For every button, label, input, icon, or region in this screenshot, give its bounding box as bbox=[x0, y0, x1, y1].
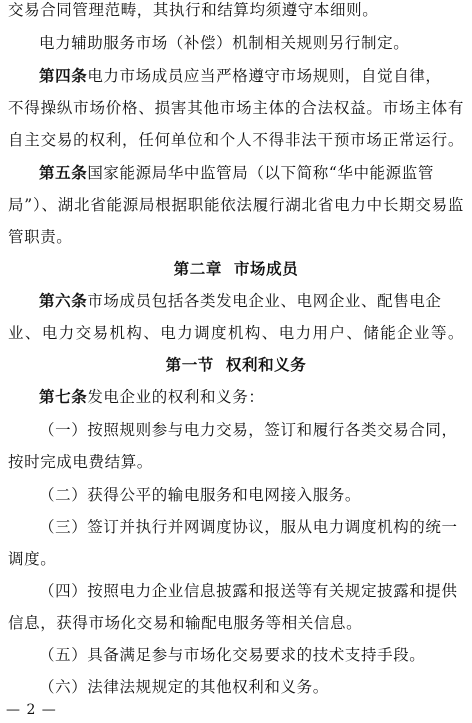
list-item-1-cont: 按时完成电费结算。 bbox=[8, 453, 153, 471]
page-number: — 2 — bbox=[6, 702, 57, 718]
list-item-3-cont: 调度。 bbox=[8, 550, 57, 568]
list-item-1: （一）按照规则参与电力交易，签订和履行各类交易合同， bbox=[39, 421, 458, 439]
article-7-line bbox=[39, 387, 464, 407]
section-title: 第一节 权利和义务 bbox=[165, 355, 307, 374]
text-line: 交易合同管理范畴，其执行和结算均须遵守本细则。 bbox=[8, 1, 379, 19]
list-item-5: （五）具备满足参与市场化交易要求的技术支持手段。 bbox=[39, 646, 426, 664]
text-line: 自主交易的权利，任何单位和个人不得非法干预市场正常运行。 bbox=[8, 131, 464, 149]
article-6-text: 市场成员包括各类发电企业、电网企业、配售电企 bbox=[87, 292, 442, 310]
list-item-3: （三）签订并执行并网调度协议，服从电力调度机构的统一 bbox=[39, 518, 458, 536]
text-line: 业、电力交易机构、电力调度机构、电力用户、储能企业等。 bbox=[8, 324, 464, 342]
article-7-label: 第七条 bbox=[39, 387, 88, 406]
article-7-text: 发电企业的权利和义务： bbox=[87, 388, 265, 406]
article-5-line bbox=[39, 163, 464, 183]
article-6-label: 第六条 bbox=[39, 291, 88, 310]
article-4-text: 电力市场成员应当严格遵守市场规则，自觉自律， bbox=[87, 67, 442, 85]
article-5-label: 第五条 bbox=[39, 163, 88, 182]
list-item-6: （六）法律法规规定的其他权利和义务。 bbox=[39, 678, 329, 696]
text-line: 电力辅助服务市场（补偿）机制相关规则另行制定。 bbox=[39, 34, 410, 52]
list-item-4-cont: 信息，获得市场化交易和输配电服务等相关信息。 bbox=[8, 614, 363, 632]
chapter-title: 第二章 市场成员 bbox=[173, 259, 299, 278]
article-4-line bbox=[39, 66, 464, 86]
list-item-4: （四）按照电力企业信息披露和报送等有关规定披露和提供 bbox=[39, 582, 458, 600]
article-5-text: 国家能源局华中监管局（以下简称“华中能源监管 bbox=[87, 164, 434, 182]
article-4-label: 第四条 bbox=[39, 66, 88, 85]
text-line: 管职责。 bbox=[8, 228, 73, 246]
text-line: 不得操纵市场价格、损害其他市场主体的合法权益。市场主体有 bbox=[8, 99, 464, 117]
list-item-2: （二）获得公平的输电服务和电网接入服务。 bbox=[39, 486, 362, 504]
text-line: 局”）、湖北省能源局根据职能依法履行湖北省电力中长期交易监 bbox=[8, 196, 464, 214]
article-6-line bbox=[39, 291, 464, 311]
